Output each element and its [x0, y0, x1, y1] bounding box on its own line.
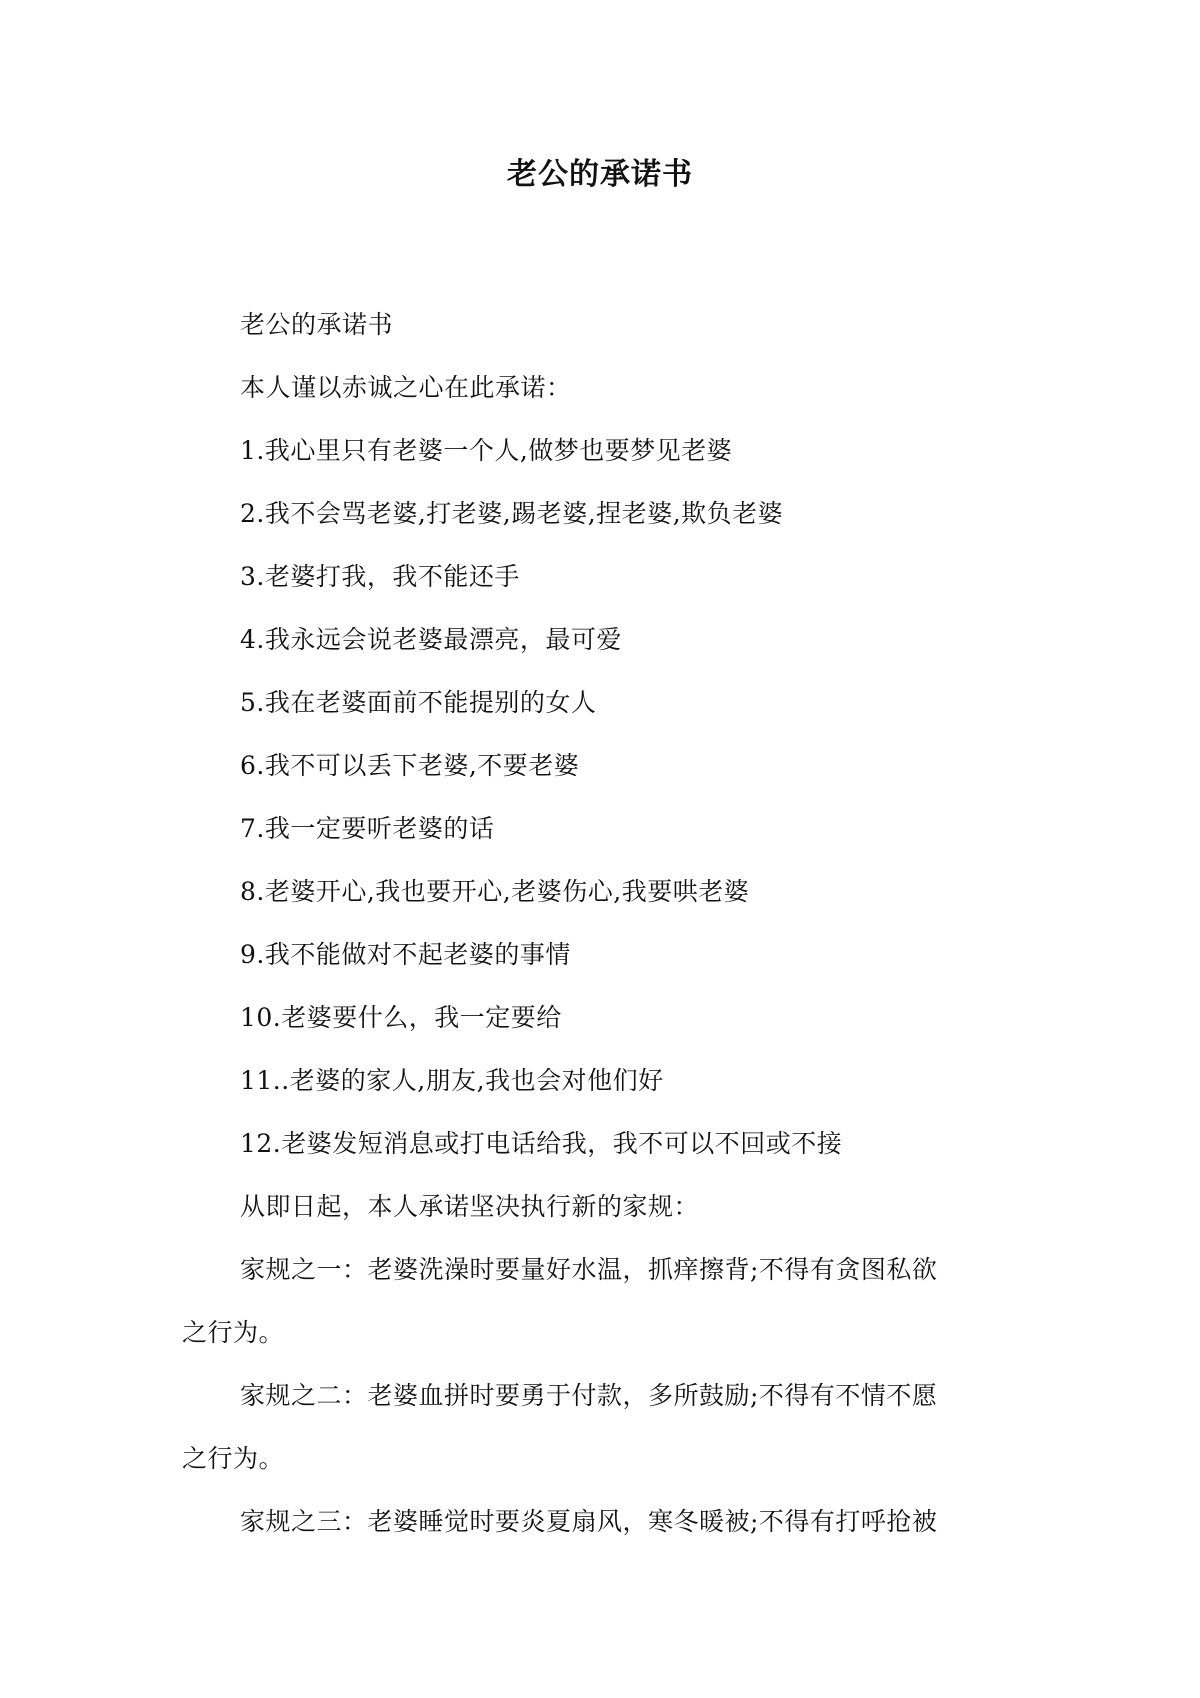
promise-item-9: 9.我不能做对不起老婆的事情: [240, 940, 571, 969]
house-rule-1: 家规之一：老婆洗澡时要量好水温，抓痒擦背;不得有贪图私欲: [240, 1255, 938, 1284]
promise-item-12: 12.老婆发短消息或打电话给我，我不可以不回或不接: [240, 1129, 843, 1158]
promise-item-10: 10.老婆要什么，我一定要给: [240, 1003, 562, 1032]
house-rule-2-continuation: 之行为。: [182, 1444, 285, 1473]
promise-item-4: 4.我永远会说老婆最漂亮，最可爱: [240, 625, 622, 654]
house-rule-2: 家规之二：老婆血拼时要勇于付款，多所鼓励;不得有不情不愿: [240, 1381, 938, 1410]
promise-item-6: 6.我不可以丢下老婆,不要老婆: [240, 751, 580, 780]
subtitle-line: 老公的承诺书: [240, 310, 394, 339]
promise-item-8: 8.老婆开心,我也要开心,老婆伤心,我要哄老婆: [240, 877, 750, 906]
house-rules-intro: 从即日起，本人承诺坚决执行新的家规：: [240, 1192, 700, 1221]
promise-item-7: 7.我一定要听老婆的话: [240, 814, 495, 843]
house-rule-3: 家规之三：老婆睡觉时要炎夏扇风，寒冬暖被;不得有打呼抢被: [240, 1507, 938, 1536]
promise-item-11: 11..老婆的家人,朋友,我也会对他们好: [240, 1066, 664, 1095]
promise-item-5: 5.我在老婆面前不能提别的女人: [240, 688, 597, 717]
promise-item-2: 2.我不会骂老婆,打老婆,踢老婆,捏老婆,欺负老婆: [240, 499, 784, 528]
intro-line: 本人谨以赤诚之心在此承诺：: [240, 373, 572, 402]
promise-item-3: 3.老婆打我，我不能还手: [240, 562, 520, 591]
document-title: 老公的承诺书: [507, 157, 693, 192]
promise-item-1: 1.我心里只有老婆一个人,做梦也要梦见老婆: [240, 436, 733, 465]
house-rule-1-continuation: 之行为。: [182, 1318, 285, 1347]
